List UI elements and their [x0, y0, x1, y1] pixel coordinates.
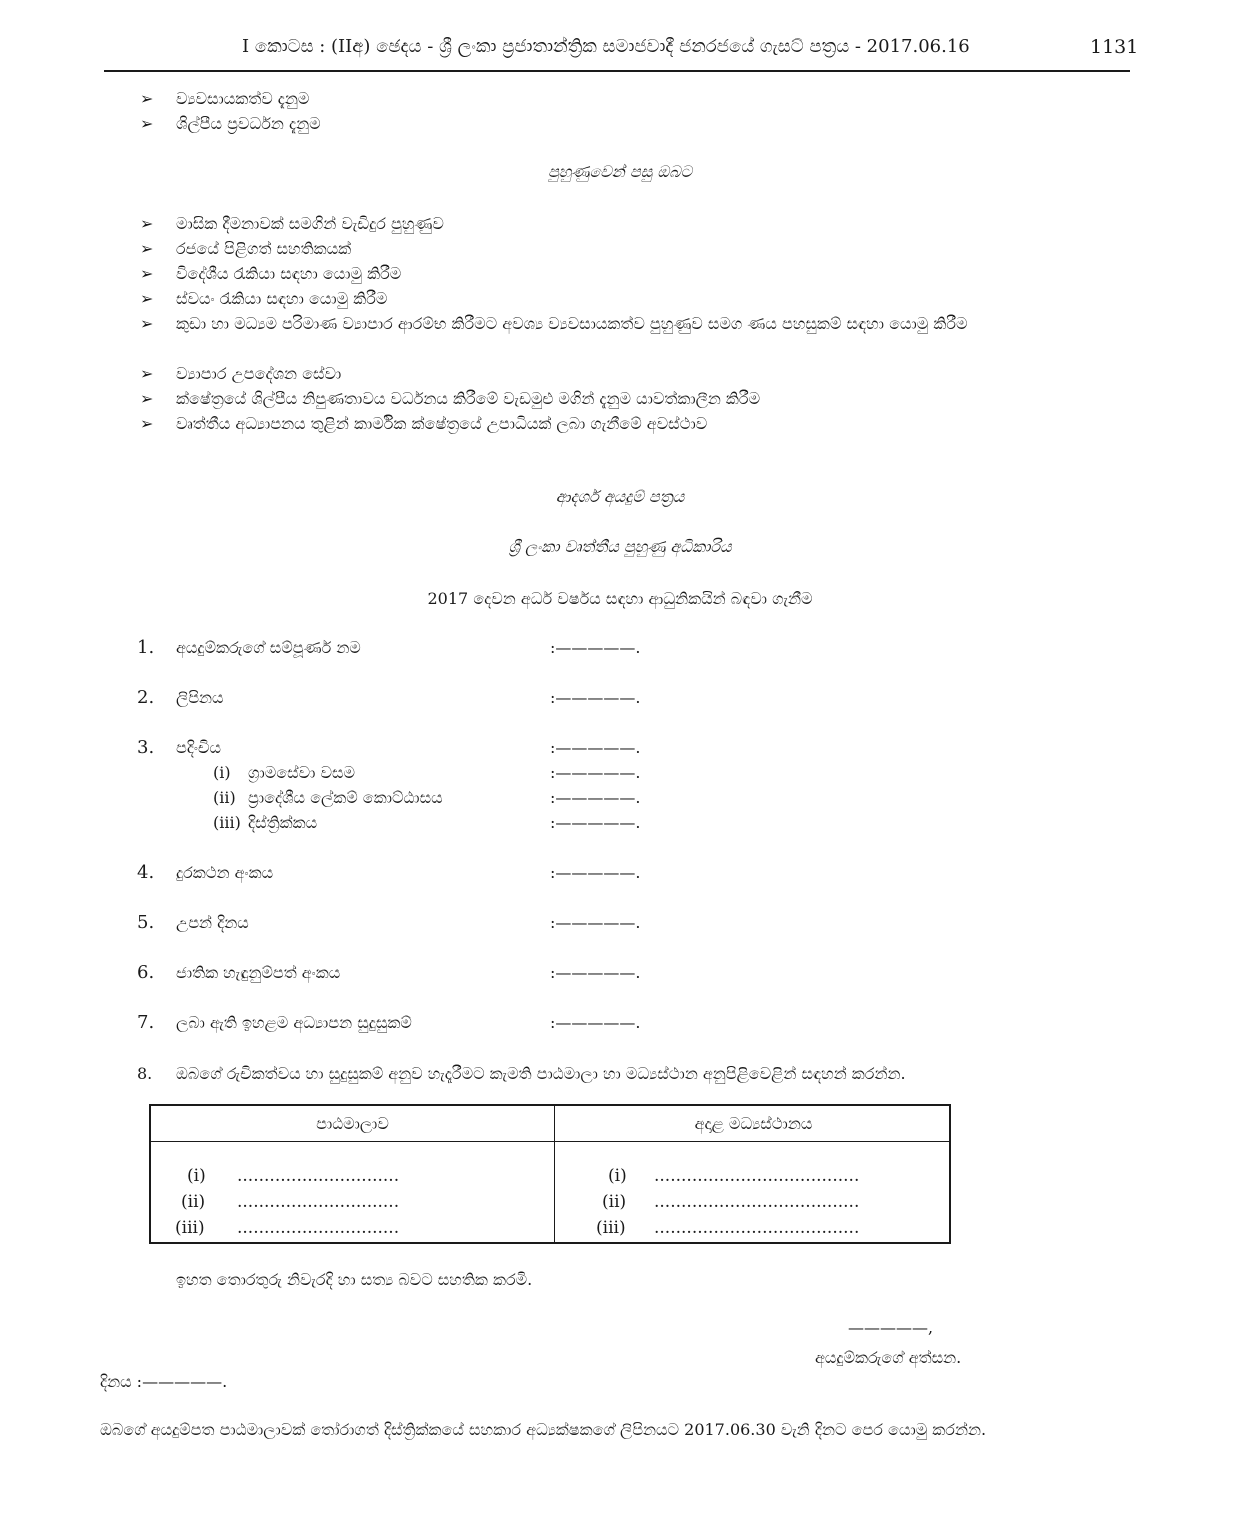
- course-choice-3-blank[interactable]: ..............................: [237, 1218, 400, 1238]
- arrow-bullet-icon: ➢: [140, 114, 154, 133]
- bullet-item: ➢ රජයේ පිළිගත් සහතිකයක්: [140, 236, 1090, 261]
- bullet-item: ➢ ක්ෂේත්‍රයේ ශිල්පීය නිපුණතාවය වර්ධනය කිරීමේ වැඩමුළු මගින් දැනුම යාවත්කාලීන කිරීම: [140, 386, 1090, 411]
- bullet-item: ➢ මාසික දීමනාවක් සමගින් වැඩිදුර පුහුණුව: [140, 211, 1090, 236]
- arrow-bullet-icon: ➢: [140, 264, 154, 283]
- field-label-district: දිස්ත්‍රික්කය: [248, 813, 318, 832]
- field-label-dob: උපන් දිනය: [176, 913, 249, 932]
- sub-number: (i): [213, 763, 231, 782]
- certification-statement: ඉහත තොරතුරු නිවැරදි හා සත්‍ය බවට සහතික කරමි.: [176, 1270, 533, 1289]
- row-label: (i): [608, 1166, 627, 1186]
- course-choice-2-blank[interactable]: ..............................: [237, 1192, 400, 1212]
- gazette-header: I කොටස : (IIඅ) ඡෙදය - ශ්‍රී ලංකා ප්‍රජාතාන්ත්‍රික සමාජවාදී ජනරජයේ ගැසට් පත්‍රය - 2017.06.16: [242, 36, 970, 57]
- field-number: 7.: [137, 1012, 155, 1033]
- page-number: 1131: [1090, 36, 1139, 58]
- arrow-bullet-icon: ➢: [140, 214, 154, 233]
- field-label-gn-division: ග්‍රාමසේවා වසම: [248, 763, 355, 782]
- bullet-item: ➢ වෘත්තීය අධ්‍යාපනය තුළින් කාර්මික ක්ෂේත්‍රයේ උපාධියක් ලබා ගැනීමේ අවස්ථාව: [140, 411, 1090, 436]
- field-number: 1.: [137, 637, 155, 658]
- form-title: ආදර්ශ අයදුම් පත්‍රය: [555, 487, 685, 506]
- field-label-nic: ජාතික හැඳුනුම්පත් අංකය: [176, 963, 341, 982]
- arrow-bullet-icon: ➢: [140, 389, 154, 408]
- centre-choice-2-blank[interactable]: ......................................: [654, 1192, 860, 1212]
- full-name-blank[interactable]: :—————.: [550, 638, 641, 657]
- field-number: 6.: [137, 962, 155, 983]
- bullet-item: ➢ ස්වයං රැකියා සඳහා යොමු කිරීම: [140, 286, 1090, 311]
- field-number: 5.: [137, 912, 155, 933]
- course-choice-1-blank[interactable]: ..............................: [237, 1166, 400, 1186]
- arrow-bullet-icon: ➢: [140, 239, 154, 258]
- sub-number: (ii): [213, 788, 236, 807]
- sub-number: (iii): [213, 813, 241, 832]
- authority-name: ශ්‍රී ලංකා වෘත්තීය පුහුණු අධිකාරිය: [508, 537, 732, 556]
- field-label-residence: පදිංචිය: [176, 738, 222, 757]
- field-label-full-name: අයදුම්කරුගේ සම්පූර්ණ නම: [176, 638, 361, 657]
- dob-blank[interactable]: :—————.: [550, 913, 641, 932]
- recruitment-title: 2017 දෙවන අර්ධ වර්ෂය සඳහා ආධුනිකයින් බඳවා ගැනීම: [427, 589, 813, 608]
- address-blank[interactable]: :—————.: [550, 688, 641, 707]
- row-label: (iii): [175, 1218, 205, 1238]
- bullet-item: ➢ විදේශීය රැකියා සඳහා යොමු කිරීම: [140, 261, 1090, 286]
- bullet-item: ➢ ශිල්පීය ප්‍රවර්ධන දැනුම: [140, 111, 1090, 136]
- field-number: 3.: [137, 737, 155, 758]
- submission-note: ඔබගේ අයදුම්පත පාඨමාලාවක් තෝරාගත් දිස්ත්‍රික්කයේ සහකාර අධ්‍යක්ෂකගේ ලිපිනයට 2017.06.30 වැනි දිනට පෙර යොමු කරන්න.: [100, 1420, 987, 1439]
- gn-division-blank[interactable]: :—————.: [550, 763, 641, 782]
- column-header-centre: අදාළ මධ්‍යස්ථානය: [694, 1114, 813, 1133]
- centre-choice-1-blank[interactable]: ......................................: [654, 1166, 860, 1186]
- bullet-item: ➢ ව්‍යවසායකත්ව දැනුම: [140, 86, 1090, 111]
- education-blank[interactable]: :—————.: [550, 1013, 641, 1032]
- section-heading: පුහුණුවෙන් පසු ඔබට: [547, 162, 693, 181]
- course-preference-instruction: ඔබගේ රුචිකත්වය හා සුදුසුකම් අනුව හැදෑරීමට කැමති පාඨමාලා හා මධ්‍යස්ථාන අනුපිළිවෙළින් සඳහන් කරන්න.: [176, 1064, 906, 1083]
- row-label: (ii): [181, 1192, 206, 1212]
- signature-label: අයදුම්කරුගේ අත්සන.: [815, 1348, 962, 1367]
- date-blank[interactable]: දිනය :—————.: [100, 1372, 228, 1391]
- row-label: (i): [187, 1166, 206, 1186]
- row-label: (iii): [596, 1218, 626, 1238]
- field-label-address: ලිපිනය: [176, 688, 224, 707]
- bullet-item: ➢ කුඩා හා මධ්‍යම පරිමාණ ව්‍යාපාර ආරම්භ කිරීමට අවශ්‍ය ව්‍යවසායකත්ව පුහුණුව සමග ණය පහසුකම් සඳහා යොමු කිරීම: [140, 311, 1090, 336]
- field-number: 2.: [137, 687, 155, 708]
- bullet-item: ➢ ව්‍යාපාර උපදේශන සේවා: [140, 361, 1090, 386]
- nic-blank[interactable]: :—————.: [550, 963, 641, 982]
- ds-division-blank[interactable]: :—————.: [550, 788, 641, 807]
- row-label: (ii): [602, 1192, 627, 1212]
- centre-choice-3-blank[interactable]: ......................................: [654, 1218, 860, 1238]
- field-label-ds-division: ප්‍රාදේශීය ලේකම් කොට්ඨාසය: [248, 788, 443, 807]
- arrow-bullet-icon: ➢: [140, 414, 154, 433]
- table-header-rule: [151, 1141, 949, 1142]
- header-rule: [104, 70, 1130, 72]
- column-header-course: පාඨමාලාව: [316, 1114, 389, 1133]
- phone-blank[interactable]: :—————.: [550, 863, 641, 882]
- district-blank[interactable]: :—————.: [550, 813, 641, 832]
- field-number: 8.: [137, 1064, 153, 1083]
- arrow-bullet-icon: ➢: [140, 314, 154, 333]
- course-preference-table: [149, 1104, 951, 1244]
- arrow-bullet-icon: ➢: [140, 364, 154, 383]
- residence-blank[interactable]: :—————.: [550, 738, 641, 757]
- field-number: 4.: [137, 862, 155, 883]
- field-label-phone: දුරකථන අංකය: [176, 863, 274, 882]
- arrow-bullet-icon: ➢: [140, 89, 154, 108]
- table-divider: [554, 1106, 555, 1242]
- signature-blank[interactable]: —————,: [848, 1318, 934, 1337]
- field-label-education: ලබා ඇති ඉහළම අධ්‍යාපන සුදුසුකම්: [176, 1013, 412, 1032]
- arrow-bullet-icon: ➢: [140, 289, 154, 308]
